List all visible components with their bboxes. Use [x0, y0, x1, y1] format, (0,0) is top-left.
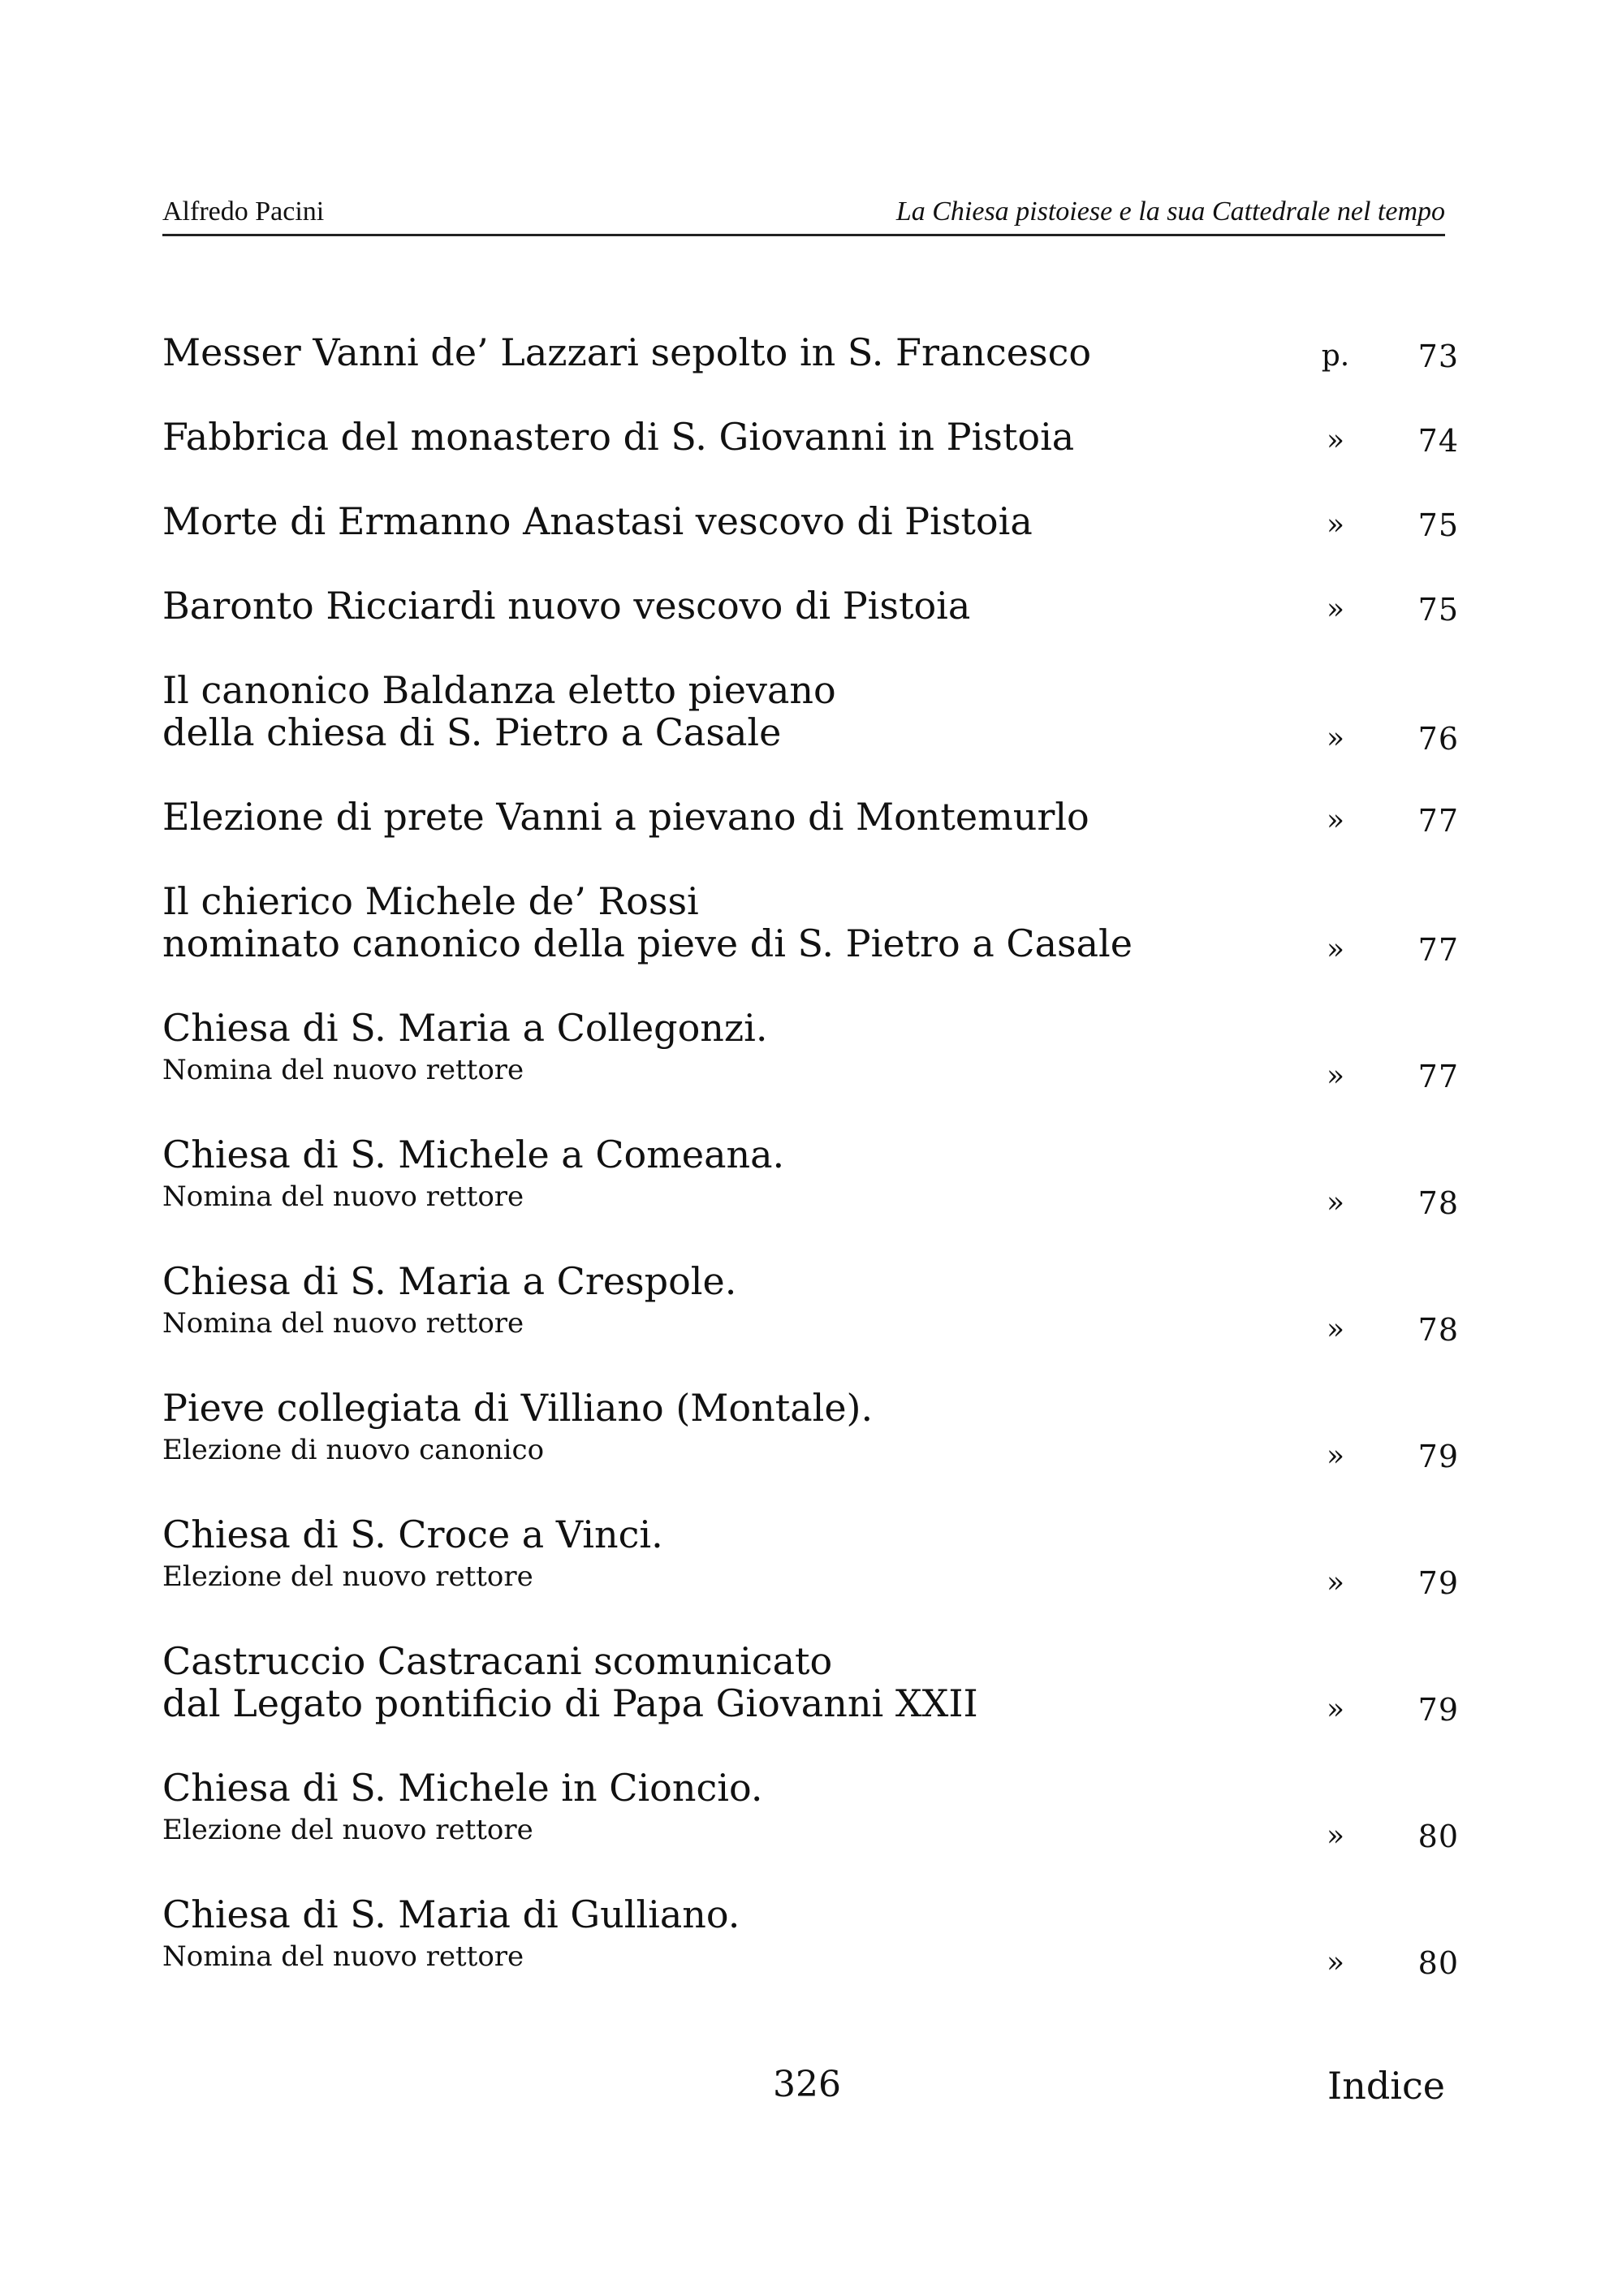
entry-title: Messer Vanni de’ Lazzari sepolto in S. Francesco [162, 330, 1092, 374]
header-author: Alfredo Pacini [162, 196, 325, 227]
page-number: 77 [1417, 803, 1459, 839]
page-number: 77 [1417, 1059, 1459, 1094]
page-number: 74 [1417, 423, 1459, 459]
toc-entry [162, 1006, 1459, 1133]
entry-subtitle: Nomina del nuovo rettore [162, 1940, 524, 1973]
toc-entry [162, 415, 1459, 500]
page-number: 80 [1417, 1819, 1459, 1854]
entry-subtitle: Elezione del nuovo rettore [162, 1560, 533, 1593]
entry-title: Morte di Ermanno Anastasi vescovo di Pistoia [162, 499, 1033, 543]
entry-title-continued: della chiesa di S. Pietro a Casale [162, 710, 782, 754]
toc-entry [162, 795, 1459, 880]
header-title: La Chiesa pistoiese e la sua Cattedrale nel tempo [895, 196, 1445, 227]
page-number: 79 [1417, 1439, 1459, 1474]
toc-entry [162, 1386, 1459, 1513]
page-number: 80 [1417, 1945, 1459, 1981]
toc-entry [162, 1766, 1459, 1893]
toc-entry [162, 1892, 1459, 2020]
entry-title: Elezione di prete Vanni a pievano di Montemurlo [162, 795, 1089, 839]
folio-page-number: 326 [773, 2064, 841, 2105]
ditto-marker: » [1326, 1946, 1345, 1979]
ditto-marker: » [1326, 593, 1345, 626]
entry-title: Il canonico Baldanza eletto pievano [162, 668, 836, 712]
entry-subtitle: Elezione di nuovo canonico [162, 1434, 545, 1466]
toc-entry [162, 1259, 1459, 1387]
page-number: 75 [1417, 507, 1459, 543]
entry-subtitle: Nomina del nuovo rettore [162, 1180, 524, 1213]
toc-entry [162, 1133, 1459, 1260]
entry-title: Chiesa di S. Michele a Comeana. [162, 1133, 785, 1176]
entry-title: Baronto Ricciardi nuovo vescovo di Pistoia [162, 584, 971, 628]
entry-title: Il chierico Michele de’ Rossi [162, 879, 699, 923]
section-label: Indice [1327, 2064, 1445, 2108]
ditto-marker: » [1326, 508, 1345, 542]
ditto-marker: » [1326, 804, 1345, 837]
page-number: 78 [1417, 1312, 1459, 1348]
entry-title-continued: dal Legato pontificio di Papa Giovanni XXII [162, 1681, 978, 1725]
entry-title: Chiesa di S. Maria a Collegonzi. [162, 1006, 768, 1050]
ditto-marker: » [1326, 1060, 1345, 1093]
ditto-marker: » [1326, 1186, 1345, 1219]
ditto-marker: » [1326, 722, 1345, 755]
toc-entry [162, 879, 1459, 1007]
entry-title: Castruccio Castracani scomunicato [162, 1639, 833, 1683]
ditto-marker: » [1326, 1693, 1345, 1726]
entry-subtitle: Elezione del nuovo rettore [162, 1814, 533, 1846]
toc-entry [162, 499, 1459, 585]
toc-entry [162, 1639, 1459, 1767]
entry-title: Chiesa di S. Croce a Vinci. [162, 1513, 663, 1556]
ditto-marker: » [1326, 1566, 1345, 1599]
table-of-contents [162, 330, 1459, 2020]
entry-subtitle: Nomina del nuovo rettore [162, 1307, 524, 1340]
ditto-marker: » [1326, 1313, 1345, 1346]
page-number: 73 [1417, 339, 1459, 374]
page-number: 78 [1417, 1185, 1459, 1221]
entry-title-continued: nominato canonico della pieve di S. Pietro a Casale [162, 921, 1133, 965]
entry-title: Fabbrica del monastero di S. Giovanni in Pistoia [162, 415, 1075, 459]
ditto-marker: » [1326, 1439, 1345, 1473]
ditto-marker: » [1326, 933, 1345, 966]
ditto-marker: » [1326, 424, 1345, 457]
entry-title: Chiesa di S. Michele in Cioncio. [162, 1766, 763, 1810]
page-number: 79 [1417, 1692, 1459, 1728]
running-header [162, 193, 1445, 236]
toc-entry [162, 584, 1459, 669]
entry-title: Chiesa di S. Maria di Gulliano. [162, 1892, 740, 1936]
toc-entry [162, 1513, 1459, 1640]
entry-title: Pieve collegiata di Villiano (Montale). [162, 1386, 874, 1430]
toc-entry [162, 330, 1459, 416]
toc-entry [162, 668, 1459, 796]
page-marker: p. [1321, 339, 1350, 373]
ditto-marker: » [1326, 1819, 1345, 1853]
entry-subtitle: Nomina del nuovo rettore [162, 1054, 524, 1086]
page-number: 76 [1417, 721, 1459, 757]
page-number: 75 [1417, 592, 1459, 628]
page-number: 77 [1417, 932, 1459, 968]
entry-title: Chiesa di S. Maria a Crespole. [162, 1259, 737, 1303]
page-number: 79 [1417, 1565, 1459, 1601]
